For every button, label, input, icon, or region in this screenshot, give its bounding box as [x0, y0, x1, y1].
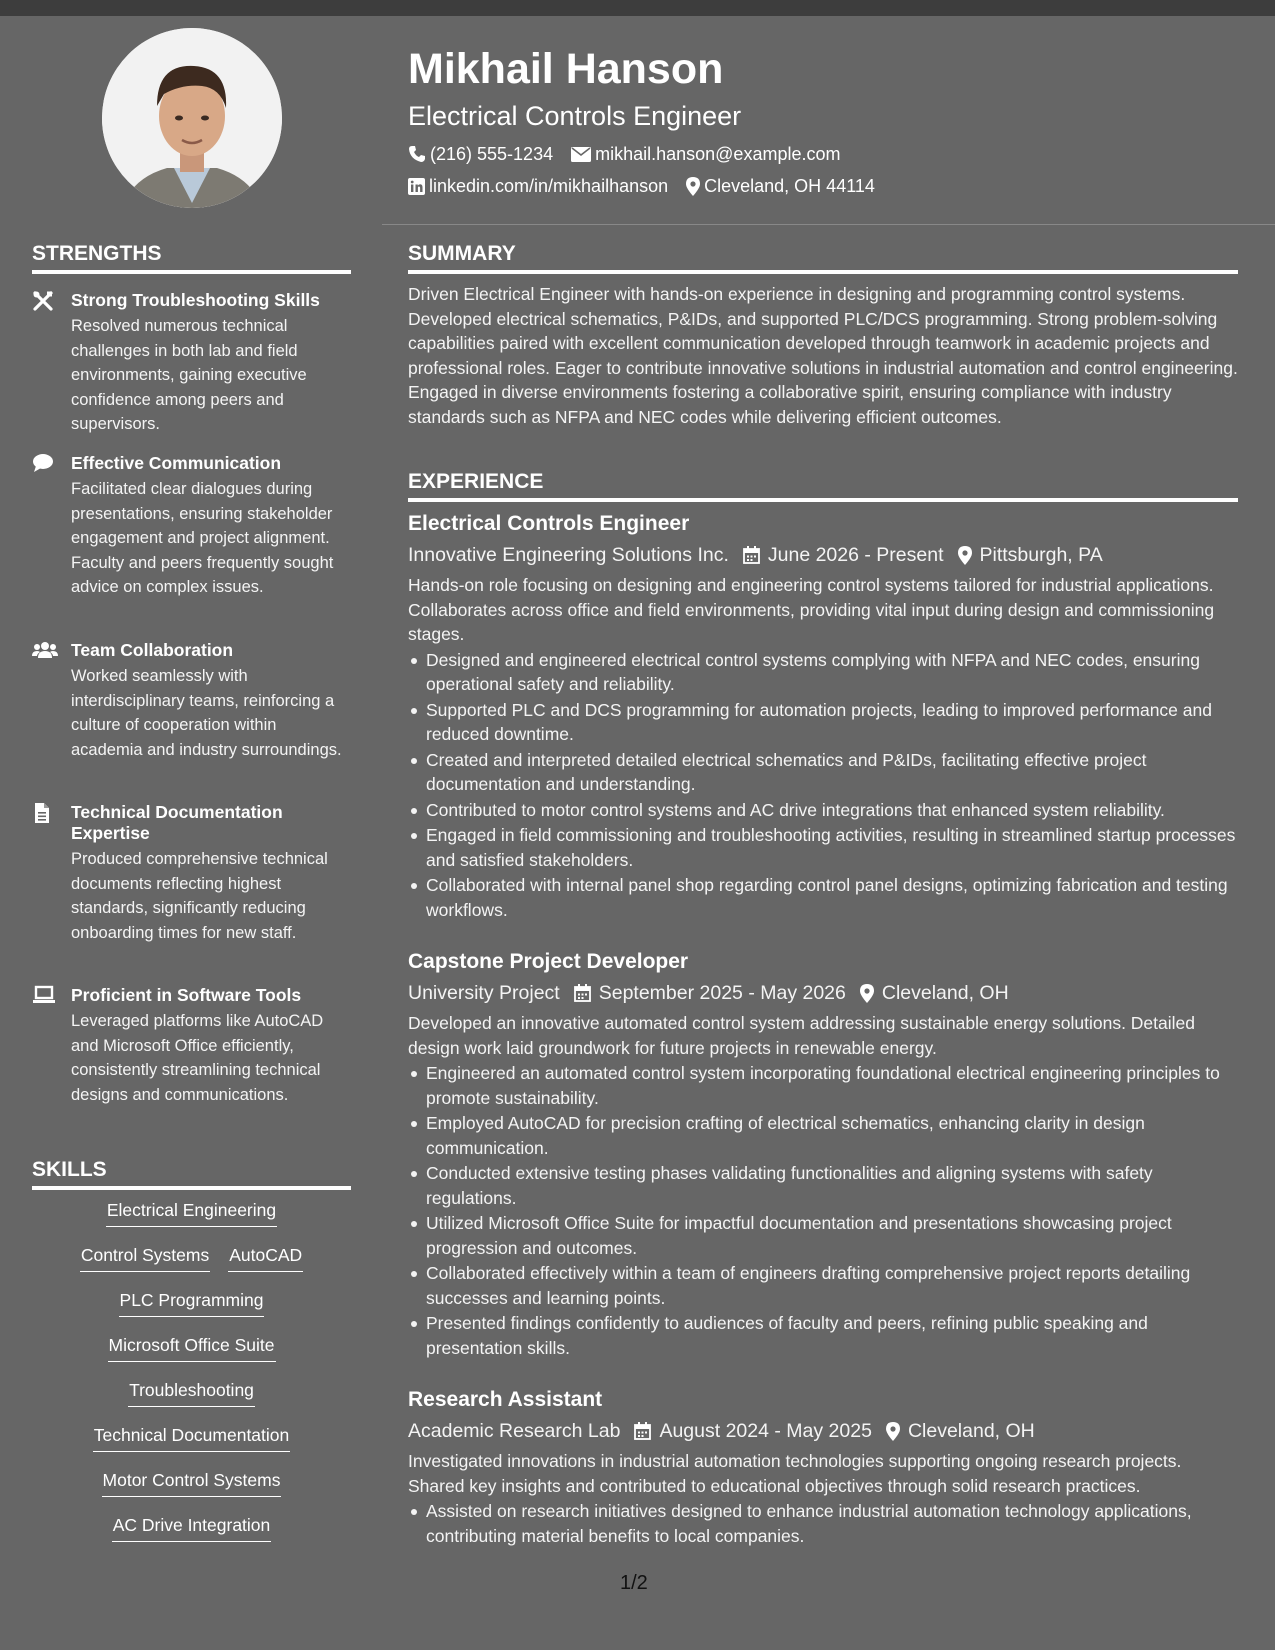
- list-item: Supported PLC and DCS programming for automation projects, leading to improved performance and reduced downtime.: [408, 698, 1238, 747]
- skill-tag: PLC Programming: [119, 1290, 265, 1317]
- list-item: Collaborated effectively within a team of engineers drafting comprehensive project reports detailing successes and learning points.: [408, 1261, 1238, 1310]
- strength-title: Team Collaboration: [71, 640, 234, 660]
- top-bar: [0, 0, 1275, 16]
- map-pin-icon: [686, 177, 700, 196]
- summary-heading: SUMMARY: [408, 242, 1238, 274]
- header-divider: [382, 224, 1275, 225]
- contact-line: [408, 138, 1238, 170]
- job-meta: [408, 1415, 1238, 1447]
- job-dates: September 2025 - May 2026: [598, 982, 846, 1004]
- skill-tag: AutoCAD: [228, 1245, 303, 1272]
- skill-tag: Troubleshooting: [128, 1380, 255, 1407]
- job-bullets: [408, 648, 1238, 923]
- candidate-name: Mikhail Hanson: [408, 45, 724, 93]
- job-title: Capstone Project Developer: [408, 950, 689, 973]
- job-description: Investigated innovations in industrial automation technologies supporting ongoing research projects. Shared key insights and contributed to educational objectives through solid research practices.: [408, 1451, 1182, 1496]
- skill-tag: Motor Control Systems: [102, 1470, 282, 1497]
- list-item: Presented findings confidently to audiences of faculty and peers, refining public speaking and presentation skills.: [408, 1311, 1238, 1360]
- strength-item: [32, 290, 351, 437]
- job-description: Developed an innovative automated control system addressing sustainable energy solutions. Detailed design work laid groundwork for future projects in renewable energy.: [408, 1013, 1195, 1058]
- list-item: Contributed to motor control systems and AC drive integrations that enhanced system reliability.: [408, 798, 1238, 823]
- summary-text: Driven Electrical Engineer with hands-on experience in designing and programming control systems. Developed electrical schematics, P&IDs, and supported PLC/DCS programming. Strong problem-solving capabilities paired with excellent communication developed through teamwork in academic projects and professional roles. Eager to contribute innovative solutions in industrial automation and control engineering. Engaged in diverse environments fostering a collaborative spirit, ensuring compliance with industry standards such as NFPA and NEC codes while delivering efficient outcomes.: [408, 284, 1238, 427]
- strength-description: Produced comprehensive technical documents reflecting highest standards, significantly reducing onboarding times for new staff.: [71, 850, 328, 942]
- experience-heading: EXPERIENCE: [408, 470, 1238, 502]
- users-icon: [32, 640, 56, 662]
- calendar-icon: [634, 1422, 651, 1440]
- strength-description: Worked seamlessly with interdisciplinary teams, reinforcing a culture of cooperation within academia and industry surroundings.: [71, 667, 342, 759]
- candidate-role: Electrical Controls Engineer: [408, 101, 742, 131]
- skill-tag: Technical Documentation: [93, 1425, 291, 1452]
- job-bullets: [408, 1499, 1238, 1548]
- job-entry: [408, 947, 1238, 1360]
- strength-description: Leveraged platforms like AutoCAD and Microsoft Office efficiently, consistently streamlining technical designs and communications.: [71, 1012, 324, 1104]
- skill-tag: AC Drive Integration: [112, 1515, 272, 1542]
- job-bullets: [408, 1061, 1238, 1360]
- map-pin-icon: [860, 984, 874, 1003]
- job-title: Research Assistant: [408, 1388, 603, 1411]
- list-item: Engineered an automated control system incorporating foundational electrical engineering principles to promote sustainability.: [408, 1061, 1238, 1110]
- list-item: Conducted extensive testing phases validating functionalities and aligning systems with safety regulations.: [408, 1161, 1238, 1210]
- strength-item: [32, 985, 351, 1107]
- contact-line: [408, 170, 1238, 202]
- laptop-icon: [32, 985, 56, 1007]
- strengths-heading: STRENGTHS: [32, 242, 351, 274]
- job-location: Cleveland, OH: [907, 1420, 1035, 1442]
- resume-header: [408, 38, 1238, 202]
- skills-heading: SKILLS: [32, 1158, 351, 1190]
- company-name: University Project: [408, 982, 560, 1004]
- envelope-icon: [571, 147, 591, 162]
- linkedin-link[interactable]: linkedin.com/in/mikhailhanson: [429, 175, 669, 196]
- list-item: Assisted on research initiatives designed to enhance industrial automation technology applications, contributing material benefits to local companies.: [408, 1499, 1238, 1548]
- job-entry: [408, 509, 1238, 922]
- skill-tag: Microsoft Office Suite: [108, 1335, 276, 1362]
- strength-description: Resolved numerous technical challenges in both lab and field environments, gaining executive confidence among peers and supervisors.: [71, 317, 307, 433]
- job-location: Cleveland, OH: [881, 982, 1009, 1004]
- strength-item: [32, 802, 351, 945]
- job-dates: June 2026 - Present: [767, 544, 944, 566]
- phone-number[interactable]: (216) 555-1234: [430, 143, 554, 164]
- map-pin-icon: [886, 1422, 900, 1441]
- strength-description: Facilitated clear dialogues during presentations, ensuring stakeholder engagement and project alignment. Faculty and peers frequently sought advice on complex issues.: [71, 480, 334, 596]
- document-icon: [32, 802, 56, 824]
- strength-title: Effective Communication: [71, 453, 282, 473]
- map-pin-icon: [958, 546, 972, 565]
- phone-icon: [408, 145, 426, 163]
- strength-title: Technical Documentation Expertise: [71, 802, 283, 843]
- job-meta: [408, 977, 1238, 1009]
- job-entry: [408, 1385, 1238, 1548]
- list-item: Engaged in field commissioning and troubleshooting activities, resulting in streamlined startup processes and satisfied stakeholders.: [408, 823, 1238, 872]
- company-name: Innovative Engineering Solutions Inc.: [408, 544, 729, 566]
- calendar-icon: [743, 546, 760, 564]
- linkedin-icon: [408, 178, 425, 195]
- tools-icon: [32, 290, 56, 312]
- list-item: Employed AutoCAD for precision crafting of electrical schematics, enhancing clarity in design communication.: [408, 1111, 1238, 1160]
- company-name: Academic Research Lab: [408, 1420, 621, 1442]
- job-description: Hands-on role focusing on designing and engineering control systems tailored for industrial applications. Collaborates across office and field environments, providing vital input during design and commissioning stages.: [408, 575, 1215, 644]
- location-text: Cleveland, OH 44114: [704, 175, 875, 196]
- list-item: Collaborated with internal panel shop regarding control panel designs, optimizing fabrication and testing workflows.: [408, 873, 1238, 922]
- strength-item: [32, 640, 351, 762]
- strength-item: [32, 453, 351, 600]
- skills-list: [32, 1200, 351, 1560]
- profile-photo: [102, 28, 282, 208]
- strength-title: Proficient in Software Tools: [71, 985, 302, 1005]
- job-location: Pittsburgh, PA: [979, 544, 1103, 566]
- page-number: 1/2: [620, 1572, 648, 1594]
- email-link[interactable]: mikhail.hanson@example.com: [595, 143, 841, 164]
- job-dates: August 2024 - May 2025: [659, 1420, 872, 1442]
- calendar-icon: [574, 984, 591, 1002]
- strength-title: Strong Troubleshooting Skills: [71, 290, 320, 310]
- job-title: Electrical Controls Engineer: [408, 512, 690, 535]
- speech-bubble-icon: [32, 453, 56, 475]
- job-meta: [408, 539, 1238, 571]
- skill-tag: Electrical Engineering: [106, 1200, 277, 1227]
- list-item: Created and interpreted detailed electrical schematics and P&IDs, facilitating effective project documentation and understanding.: [408, 748, 1238, 797]
- list-item: Utilized Microsoft Office Suite for impactful documentation and presentations showcasing project progression and outcomes.: [408, 1211, 1238, 1260]
- list-item: Designed and engineered electrical control systems complying with NFPA and NEC codes, ensuring operational safety and reliability.: [408, 648, 1238, 697]
- skill-tag: Control Systems: [80, 1245, 210, 1272]
